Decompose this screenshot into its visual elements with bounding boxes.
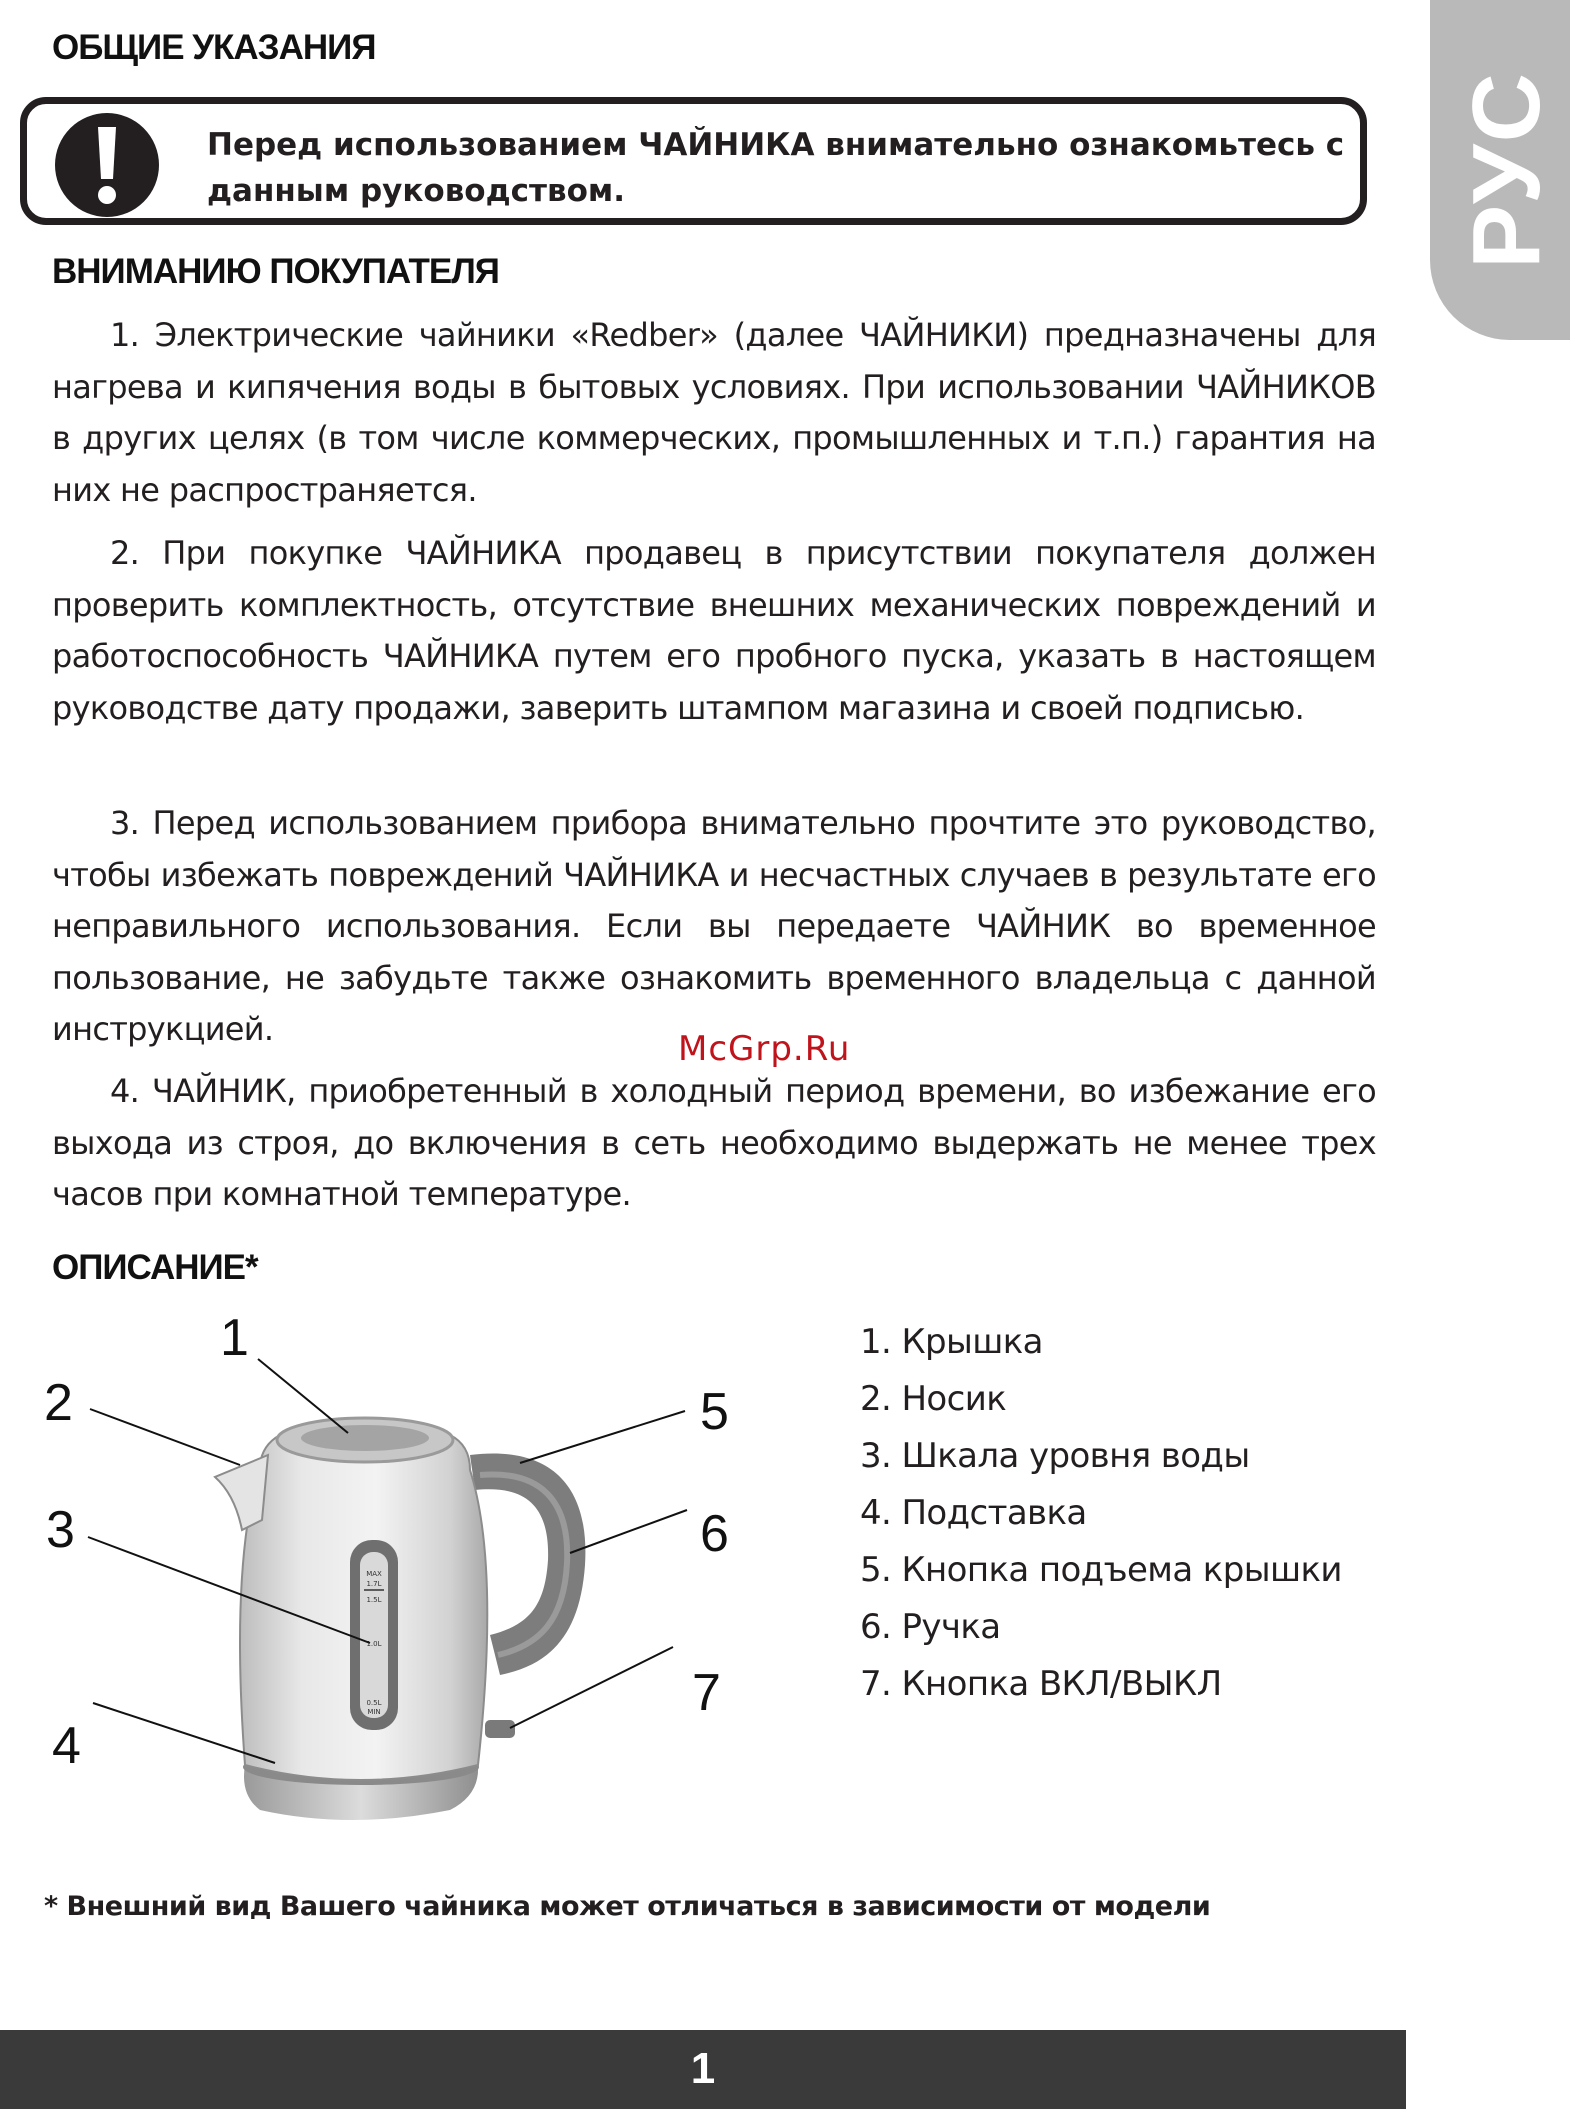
parts-list-item: 2. Носик [860, 1379, 1007, 1419]
parts-list-item: 7. Кнопка ВКЛ/ВЫКЛ [860, 1664, 1222, 1704]
section-heading-general: ОБЩИЕ УКАЗАНИЯ [52, 28, 376, 67]
parts-list-item: 4. Подставка [860, 1493, 1087, 1533]
section-heading-buyer: ВНИМАНИЮ ПОКУПАТЕЛЯ [52, 252, 499, 291]
power-switch [485, 1720, 515, 1738]
language-tab [1430, 0, 1570, 340]
page-number: 1 [690, 2044, 716, 2093]
footnote: * Внешний вид Вашего чайника может отличаться в зависимости от модели [44, 1891, 1211, 1922]
watermark: McGrp.Ru [678, 1029, 851, 1069]
callout-6: 6 [700, 1505, 729, 1563]
callout-4: 4 [52, 1717, 81, 1775]
kettle-spout [215, 1455, 268, 1530]
paragraph-3: 3. Перед использованием прибора внимательно прочтите это руководство, чтобы избежать повреждений ЧАЙНИКА и несчастных случаев в результате его неправильного использования. Если вы передаете ЧАЙНИК во временное пользование, не забудьте также ознакомить временного владельца с данной инструкцией. [52, 804, 1376, 1048]
page-footer [0, 2030, 1406, 2109]
warning-notice [20, 97, 1367, 225]
callout-7: 7 [692, 1664, 721, 1722]
language-label: РУС [1453, 71, 1560, 269]
callout-2: 2 [44, 1374, 73, 1432]
callout-5: 5 [700, 1383, 729, 1441]
notice-text: Перед использованием ЧАЙНИКА внимательно ознакомьтесь с данным руководством. [207, 127, 1345, 209]
parts-list-item: 1. Крышка [860, 1322, 1043, 1362]
parts-list [860, 1314, 1342, 1713]
paragraph-2: 2. При покупке ЧАЙНИКА продавец в присутствии покупателя должен проверить комплектность, отсутствие внешних механических повреждений и работоспособность ЧАЙНИКА путем его пробного пуска, указать в настоящем руководстве дату продажи, заверить штампом магазина и своей подписью. [52, 534, 1376, 727]
kettle-diagram [30, 1305, 790, 1865]
paragraph-1: 1. Электрические чайники «Redber» (далее ЧАЙНИКИ) предназначены для нагрева и кипячения воды в бытовых условиях. При использовании ЧАЙНИКОВ в других целях (в том числе коммерческих, промышленных и т.п.) гарантия на них не распространяется. [52, 316, 1376, 509]
svg-text:1.0L: 1.0L [366, 1640, 382, 1648]
exclamation-icon [55, 113, 159, 217]
parts-list-item: 6. Ручка [860, 1607, 1001, 1647]
svg-text:1.5L: 1.5L [366, 1596, 382, 1604]
callout-3: 3 [46, 1501, 75, 1559]
paragraph-4: 4. ЧАЙНИК, приобретенный в холодный период времени, во избежание его выхода из строя, до включения в сеть необходимо выдержать не менее трех часов при комнатной температуре. [52, 1072, 1376, 1213]
svg-text:1.7L: 1.7L [366, 1580, 382, 1588]
svg-text:MIN: MIN [367, 1708, 381, 1716]
parts-list-item: 3. Шкала уровня воды [860, 1436, 1250, 1476]
callout-1: 1 [220, 1309, 249, 1367]
svg-text:MAX: MAX [366, 1570, 382, 1578]
svg-text:0.5L: 0.5L [366, 1699, 382, 1707]
parts-list-item: 5. Кнопка подъема крышки [860, 1550, 1342, 1590]
section-heading-description: ОПИСАНИЕ* [52, 1248, 258, 1287]
